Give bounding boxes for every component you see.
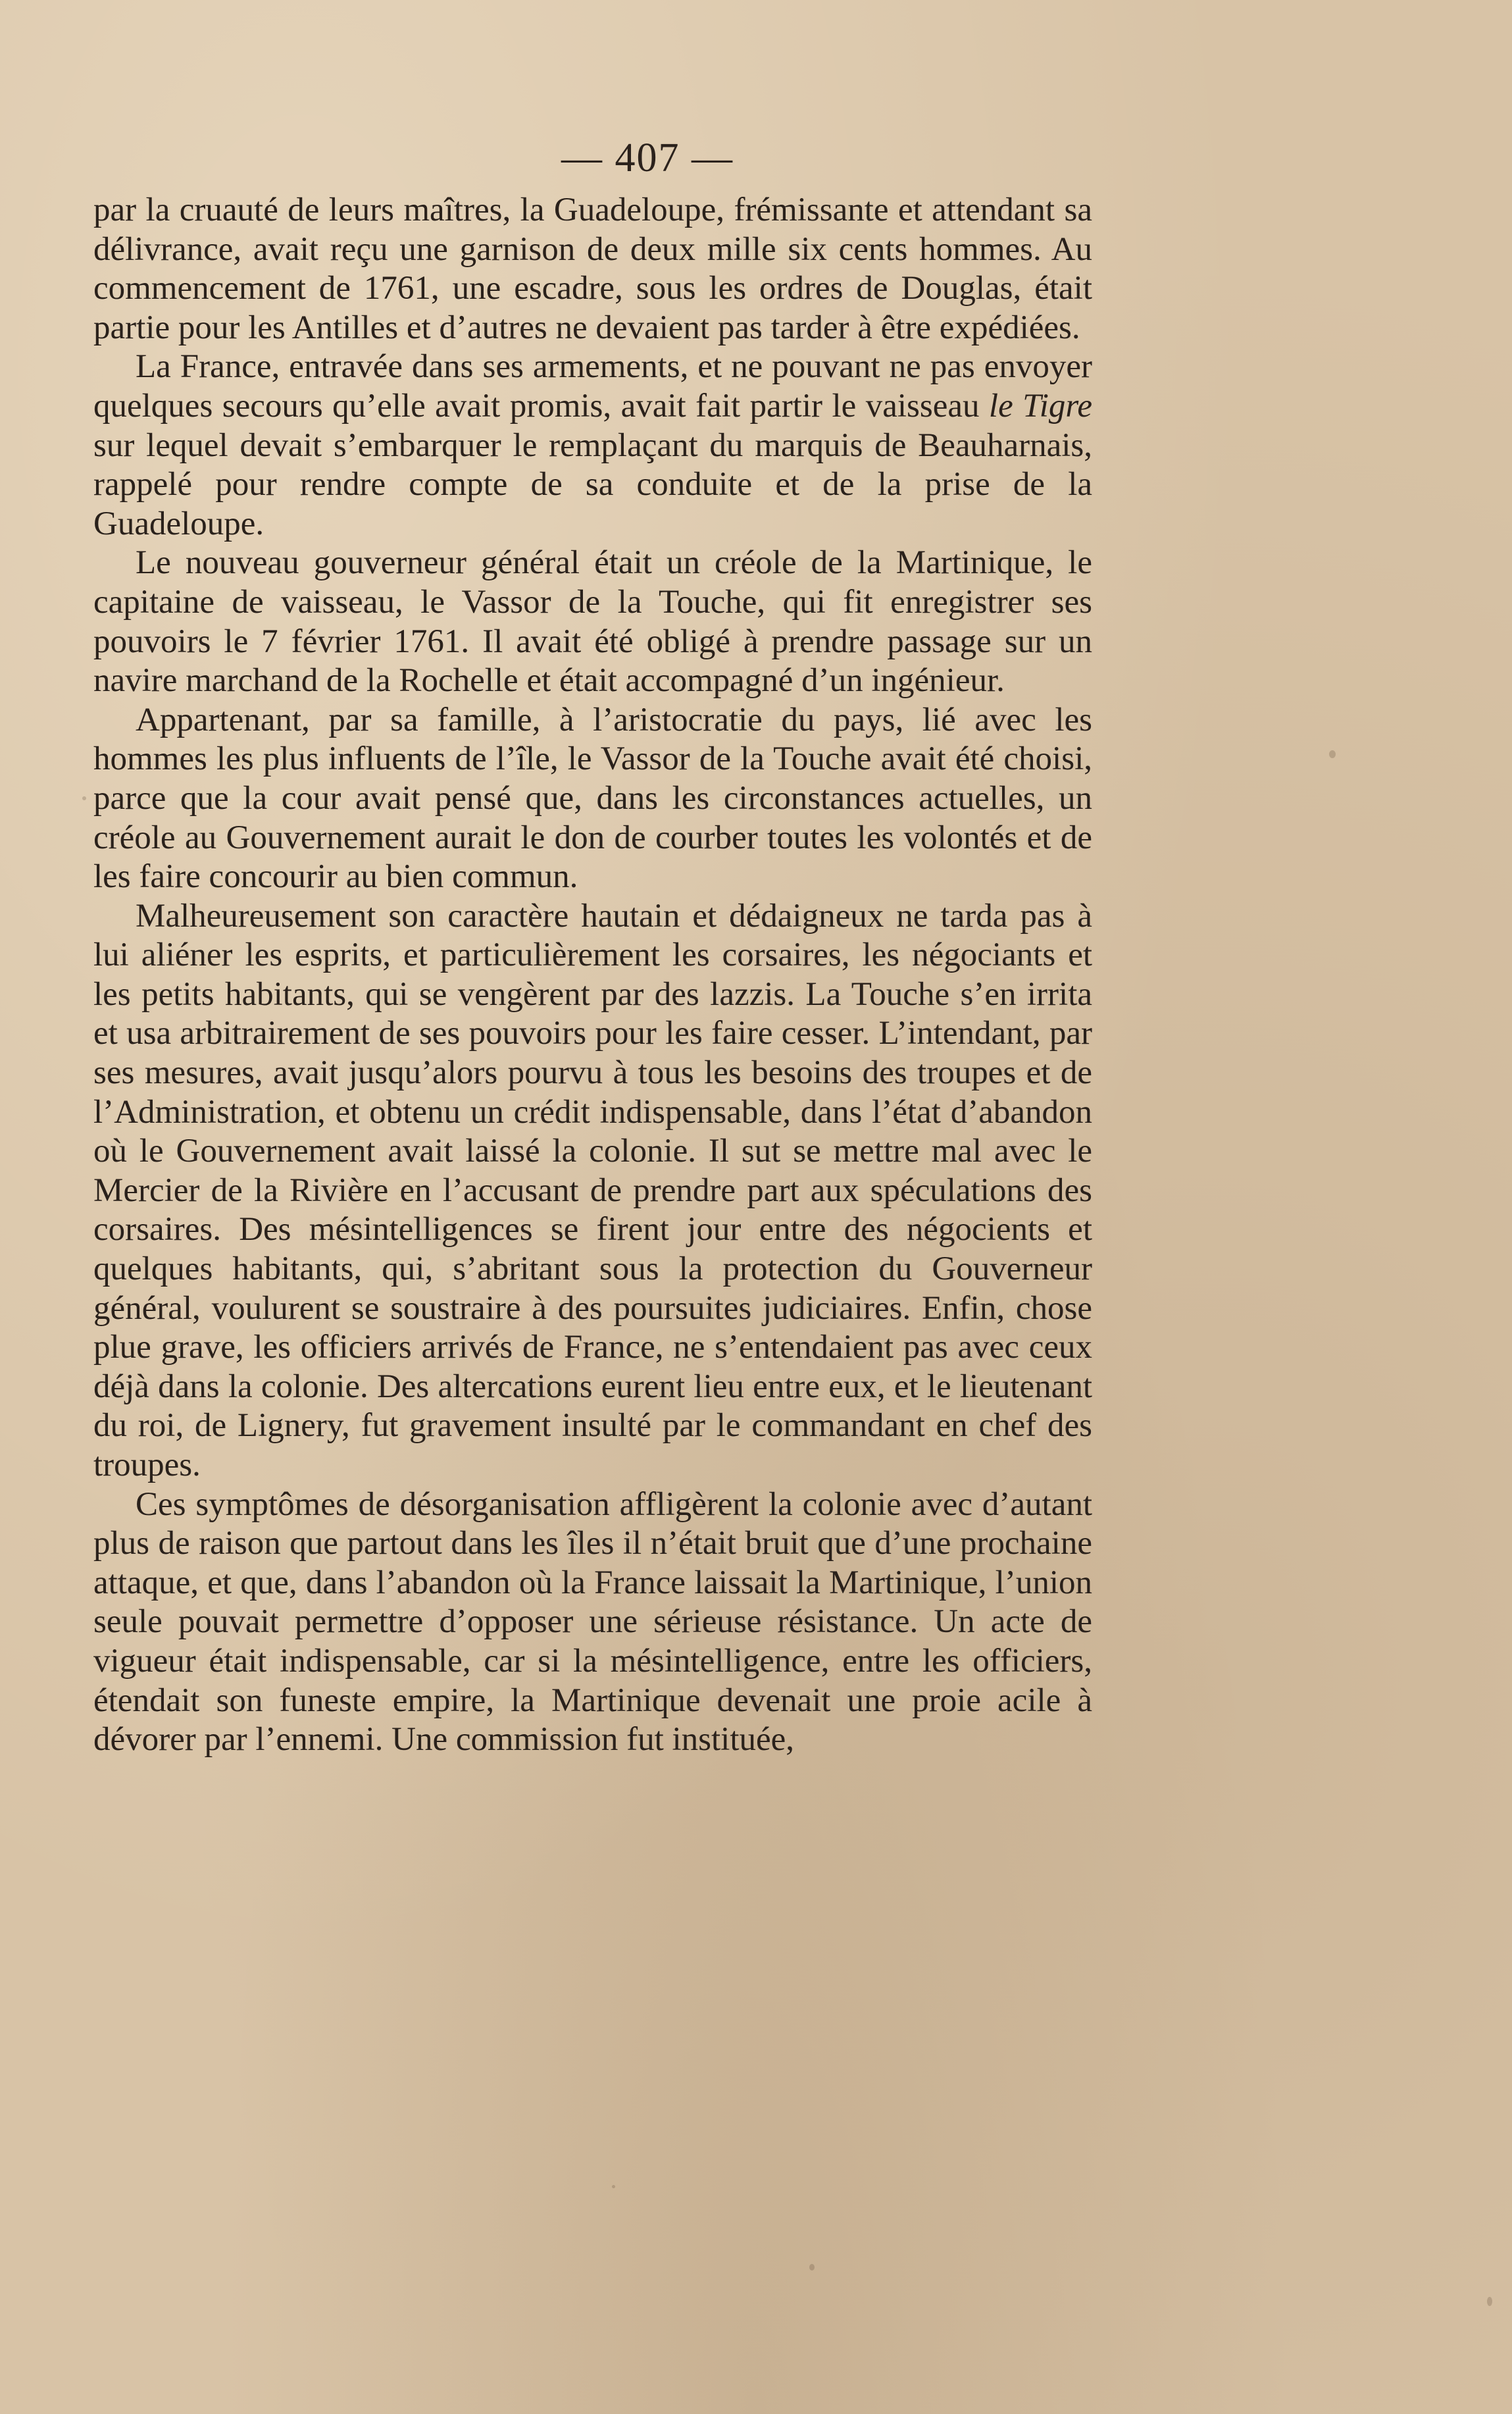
body-text bbox=[93, 191, 1092, 1760]
paragraph-2-text-after: sur lequel devait s’embarquer le remplaçant du marquis de Beauharnais, rappelé pour rendre compte de sa conduite et de la prise de la Guadeloupe. bbox=[93, 426, 1092, 542]
paragraph-2-text-before: La France, entravée dans ses armements, et ne pouvant ne pas envoyer quelques secours qu’elle avait promis, avait fait partir le vaisseau bbox=[93, 348, 1092, 424]
paragraph-6: Ces symptômes de désorganisation affligèrent la colonie avec d’autant plus de raison que partout dans les îles il n’était bruit que d’une prochaine attaque, et que, dans l’abandon où la France laissait la Martinique, l’union seule pouvait permettre d’opposer une sérieuse résistance. Un acte de vigueur était indispensable, car si la mésintelligence, entre les officiers, étendait son funeste empire, la Martinique devenait une proie acile à dévorer par l’ennemi. Une commission fut instituée, bbox=[93, 1485, 1092, 1759]
paper-speck bbox=[612, 2185, 615, 2188]
paragraph-1: par la cruauté de leurs maîtres, la Guadeloupe, frémissante et attendant sa délivrance, avait reçu une garnison de deux mille six cents hommes. Au commencement de 1761, une escadre, sous les ordres de Douglas, était partie pour les Antilles et d’autres ne devaient pas tarder à être expédiées. bbox=[93, 192, 1092, 346]
paper-speck bbox=[809, 2264, 815, 2271]
paper-speck bbox=[1487, 2297, 1492, 2306]
paragraph-4: Appartenant, par sa famille, à l’aristocratie du pays, lié avec les hommes les plus influents de l’île, le Vassor de la Touche avait été choisi, parce que la cour avait pensé que, dans les circonstances actuelles, un créole au Gouvernement aurait le don de courber toutes les volontés et de les faire concourir au bien commun. bbox=[93, 701, 1092, 896]
ship-name-italic: le Tigre bbox=[988, 387, 1092, 424]
paragraph-3: Le nouveau gouverneur général était un créole de la Martinique, le capitaine de vaisseau, le Vassor de la Touche, qui fit enregistrer ses pouvoirs le 7 février 1761. Il avait été obligé à prendre passage sur un navire marchand de la Rochelle et était accompagné d’un ingénieur. bbox=[93, 544, 1092, 700]
page-number: — 407 — bbox=[561, 136, 734, 180]
paper-speck bbox=[1329, 750, 1336, 758]
paragraph-2 bbox=[93, 347, 1092, 544]
paper-speck bbox=[82, 796, 86, 800]
paragraph-5: Malheureusement son caractère hautain et dédaigneux ne tarda pas à lui aliéner les esprits, et particulièrement les corsaires, les négociants et les petits habitants, qui se vengèrent par des lazzis. La Touche s’en irrita et usa arbitrairement de ses pouvoirs pour les faire cesser. L’intendant, par ses mesures, avait jusqu’alors pourvu à tous les besoins des troupes et de l’Administration, et obtenu un crédit indispensable, dans l’état d’abandon où le Gouvernement avait laissé la colonie. Il sut se mettre mal avec le Mercier de la Rivière en l’accusant de prendre part aux spéculations des corsaires. Des mésintelligences se firent jour entre des négocients et quelques habitants, qui, s’abritant sous la protection du Gouverneur général, voulurent se soustraire à des poursuites judiciaires. Enfin, chose plue grave, les officiers arrivés de France, ne s’entendaient pas avec ceux déjà dans la colonie. Des altercations eurent lieu entre eux, et le lieutenant du roi, de Lignery, fut gravement insulté par le commandant en chef des troupes. bbox=[93, 897, 1092, 1483]
